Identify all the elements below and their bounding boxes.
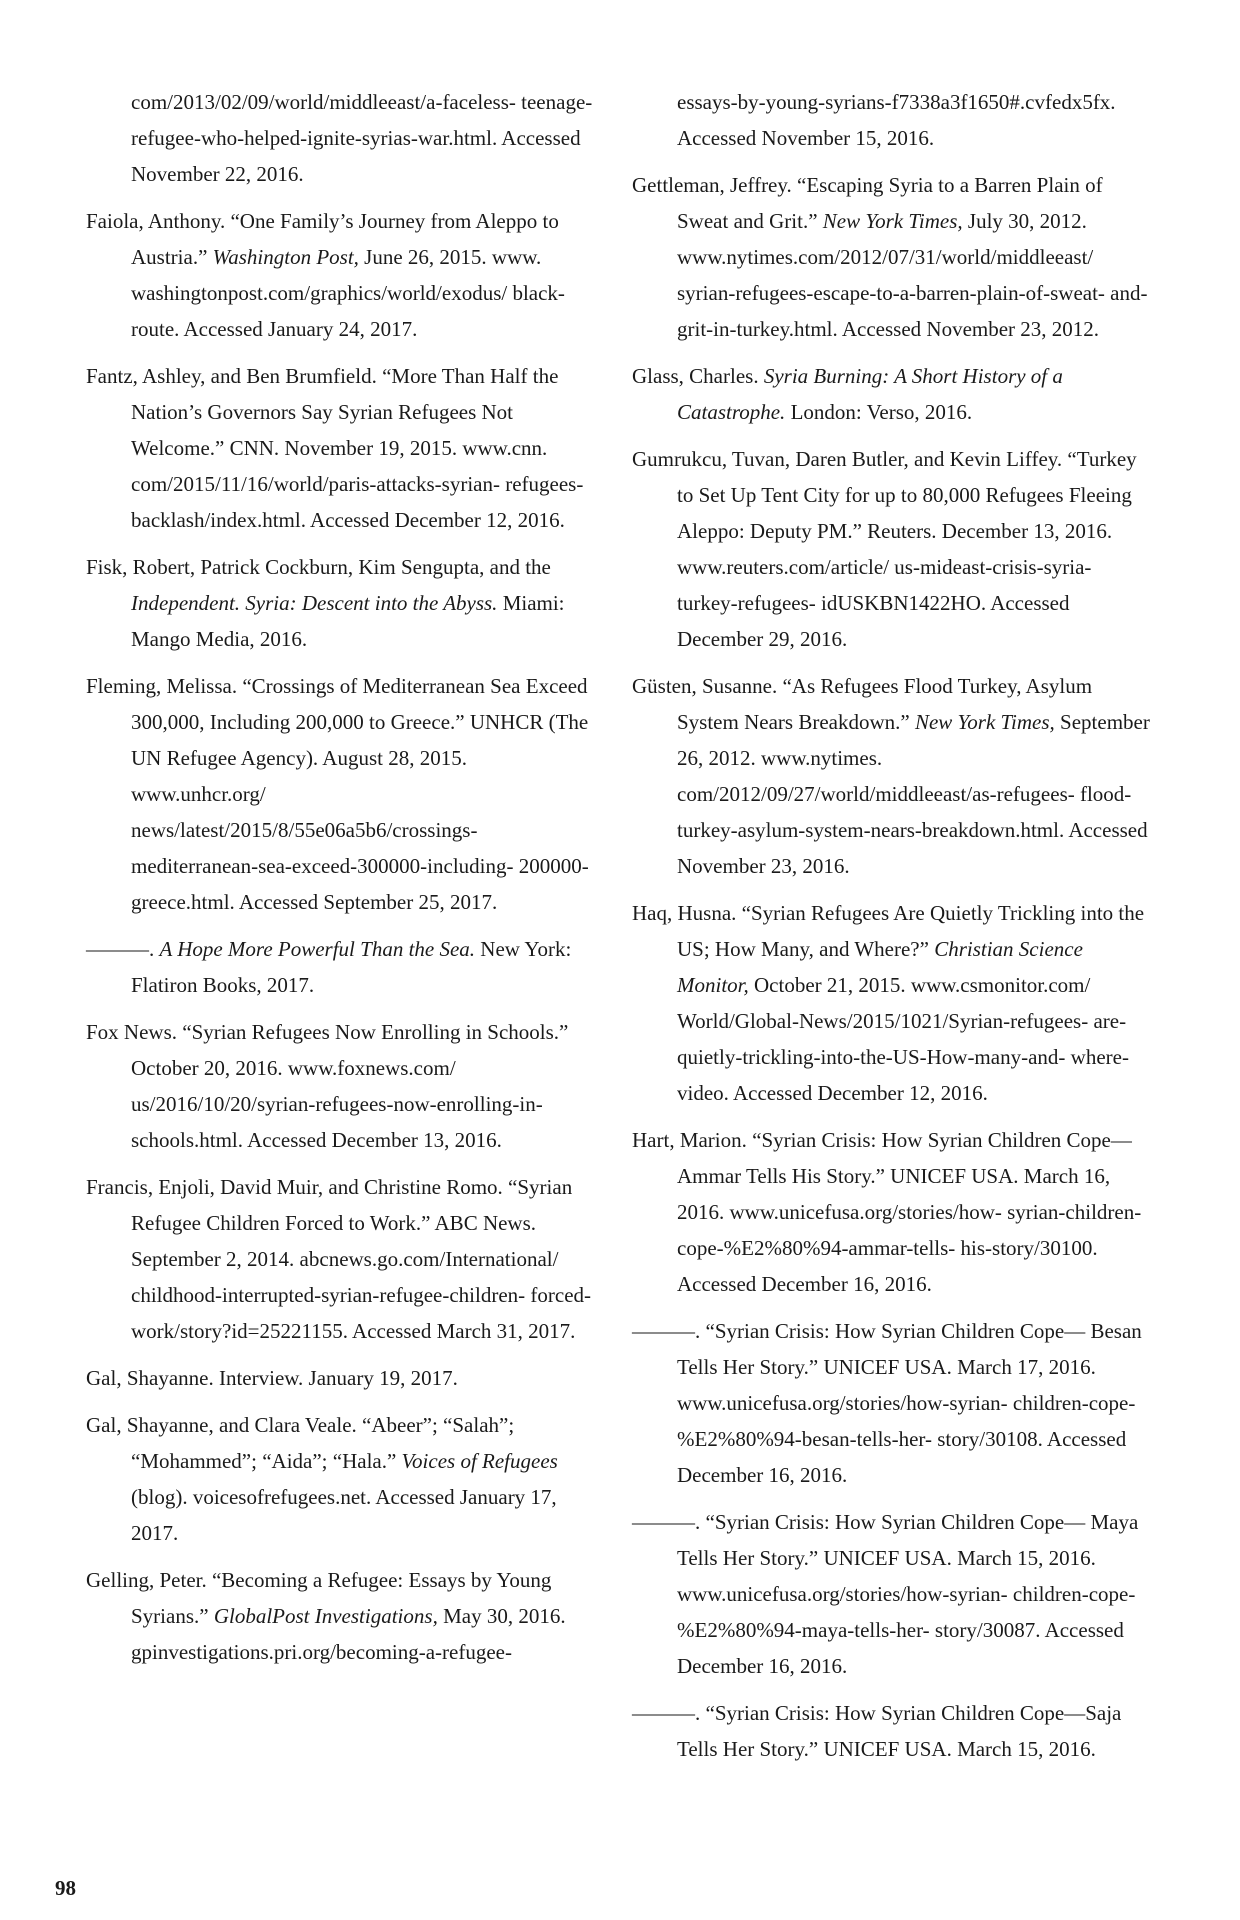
entry-text: September 26, 2012. www.nytimes. com/2012/09/27/world/middleeast/as-refugees- flood-turkey-asylum-system-nears-breakdown.html. Accessed November 23, 2016. <box>677 710 1150 878</box>
entry-text: ———. “Syrian Crisis: How Syrian Children Cope— Besan Tells Her Story.” UNICEF USA. March 17, 2016. www.unicefusa.org/stories/how-syrian- children-cope-%E2%80%94-besan-tells-her- story/30108. Accessed December 16, 2016. <box>632 1319 1142 1487</box>
bibliography-entry <box>632 668 1152 884</box>
left-column <box>86 84 601 1681</box>
italic-title: Washington Post, <box>212 245 359 269</box>
entry-text: Hart, Marion. “Syrian Crisis: How Syrian Children Cope—Ammar Tells His Story.” UNICEF USA. March 16, 2016. www.unicefusa.org/stories/how- syrian-children-cope-%E2%80%94-ammar-tells- his-story/30100. Accessed December 16, 2016. <box>632 1128 1142 1296</box>
entry-text: Güsten, Susanne. “As Refugees Flood Turkey, Asylum System Nears Breakdown.” <box>632 674 1093 734</box>
entry-text: Fantz, Ashley, and Ben Brumfield. “More Than Half the Nation’s Governors Say Syrian Refugees Not Welcome.” CNN. November 19, 2015. www.cnn. com/2015/11/16/world/paris-attacks-syrian- refugees-backlash/index.html. Accessed December 12, 2016. <box>86 364 584 532</box>
entry-text: London: Verso, 2016. <box>785 400 973 424</box>
italic-title: A Hope More Powerful Than the Sea. <box>159 937 476 961</box>
page-number: 98 <box>55 1876 76 1900</box>
bibliography-entry <box>86 203 601 347</box>
italic-title: Independent. Syria: Descent into the Abyss. <box>131 591 498 615</box>
italic-title: New York Times, <box>914 710 1055 734</box>
italic-title: New York Times, <box>822 209 963 233</box>
entry-text: Gelling, Peter. “Becoming a Refugee: Essays by Young Syrians.” <box>86 1568 552 1628</box>
entry-text: Gal, Shayanne. Interview. January 19, 2017. <box>86 1366 458 1390</box>
entry-text: (blog). voicesofrefugees.net. Accessed January 17, 2017. <box>131 1485 557 1545</box>
bibliography-entry <box>86 84 601 192</box>
bibliography-entry <box>632 1313 1152 1493</box>
entry-text: Fleming, Melissa. “Crossings of Mediterranean Sea Exceed 300,000, Including 200,000 to Greece.” UNHCR (The UN Refugee Agency). August 28, 2015. www.unhcr.org/ news/latest/2015/8/55e06a5b6/crossings- mediterranean-sea-exceed-300000-including- 200000-greece.html. Accessed September 25, 2017. <box>86 674 589 914</box>
bibliography-entry <box>632 1695 1152 1767</box>
bibliography-entry <box>86 931 601 1003</box>
entry-text: Francis, Enjoli, David Muir, and Christine Romo. “Syrian Refugee Children Forced to Work.” ABC News. September 2, 2014. abcnews.go.com/International/ childhood-interrupted-syrian-refugee-children- forced-work/story?id=25221155. Accessed March 31, 2017. <box>86 1175 592 1343</box>
entry-text: ———. “Syrian Crisis: How Syrian Children Cope—Saja Tells Her Story.” UNICEF USA. March 15, 2016. <box>632 1701 1122 1761</box>
bibliography-entry <box>86 1360 601 1396</box>
italic-title: Syria Burning: A Short History of a Catastrophe. <box>677 364 1063 424</box>
entry-text: Gettleman, Jeffrey. “Escaping Syria to a Barren Plain of Sweat and Grit.” <box>632 173 1103 233</box>
italic-title: Voices of Refugees <box>401 1449 558 1473</box>
bibliography-entry <box>86 1407 601 1551</box>
italic-title: Christian Science Monitor, <box>677 937 1083 997</box>
entry-text: July 30, 2012. www.nytimes.com/2012/07/31/world/middleeast/ syrian-refugees-escape-to-a-barren-plain-of-sweat- and-grit-in-turkey.html. Accessed November 23, 2012. <box>677 209 1148 341</box>
bibliography-entry <box>632 358 1152 430</box>
bibliography-entry <box>632 84 1152 156</box>
entry-text: Gumrukcu, Tuvan, Daren Butler, and Kevin Liffey. “Turkey to Set Up Tent City for up to 80,000 Refugees Fleeing Aleppo: Deputy PM.” Reuters. December 13, 2016. www.reuters.com/article/ us-mideast-crisis-syria-turkey-refugees- idUSKBN1422HO. Accessed December 29, 2016. <box>632 447 1137 651</box>
bibliography-entry <box>86 1562 601 1670</box>
bibliography-entry <box>632 1504 1152 1684</box>
right-column <box>632 84 1152 1778</box>
entry-text: Fox News. “Syrian Refugees Now Enrolling in Schools.” October 20, 2016. www.foxnews.com/ us/2016/10/20/syrian-refugees-now-enrolling-in- schools.html. Accessed December 13, 2016. <box>86 1020 569 1152</box>
entry-text: Gal, Shayanne, and Clara Veale. “Abeer”; “Salah”; “Mohammed”; “Aida”; “Hala.” <box>86 1413 515 1473</box>
entry-text: ———. <box>86 937 160 961</box>
entry-text: essays-by-young-syrians-f7338a3f1650#.cvfedx5fx. Accessed November 15, 2016. <box>677 90 1116 150</box>
bibliography-entry <box>632 441 1152 657</box>
bibliography-entry <box>632 1122 1152 1302</box>
bibliography-entry <box>86 1169 601 1349</box>
entry-text: June 26, 2015. www. washingtonpost.com/graphics/world/exodus/ black-route. Accessed January 24, 2017. <box>131 245 565 341</box>
bibliography-entry <box>632 167 1152 347</box>
entry-text: ———. “Syrian Crisis: How Syrian Children Cope— Maya Tells Her Story.” UNICEF USA. March 15, 2016. www.unicefusa.org/stories/how-syrian- children-cope-%E2%80%94-maya-tells-her- story/30087. Accessed December 16, 2016. <box>632 1510 1139 1678</box>
entry-text: Glass, Charles. <box>632 364 764 388</box>
italic-title: GlobalPost Investigations, <box>213 1604 438 1628</box>
entry-text: Miami: Mango Media, 2016. <box>131 591 565 651</box>
entry-text: May 30, 2016. gpinvestigations.pri.org/becoming-a-refugee- <box>131 1604 566 1664</box>
bibliography-entry <box>86 549 601 657</box>
entry-text: October 21, 2015. www.csmonitor.com/ World/Global-News/2015/1021/Syrian-refugees- are-quietly-trickling-into-the-US-How-many-and- where-video. Accessed December 12, 2016. <box>677 973 1129 1105</box>
entry-text: Haq, Husna. “Syrian Refugees Are Quietly Trickling into the US; How Many, and Where?” <box>632 901 1145 961</box>
bibliography-entry <box>632 895 1152 1111</box>
entry-text: New York: Flatiron Books, 2017. <box>131 937 572 997</box>
entry-text: Faiola, Anthony. “One Family’s Journey from Aleppo to Austria.” <box>86 209 559 269</box>
entry-text: com/2013/02/09/world/middleeast/a-faceless- teenage-refugee-who-helped-ignite-syrias-war.html. Accessed November 22, 2016. <box>131 90 593 186</box>
bibliography-entry <box>86 668 601 920</box>
entry-text: Fisk, Robert, Patrick Cockburn, Kim Sengupta, and the <box>86 555 551 579</box>
bibliography-entry <box>86 358 601 538</box>
bibliography-entry <box>86 1014 601 1158</box>
